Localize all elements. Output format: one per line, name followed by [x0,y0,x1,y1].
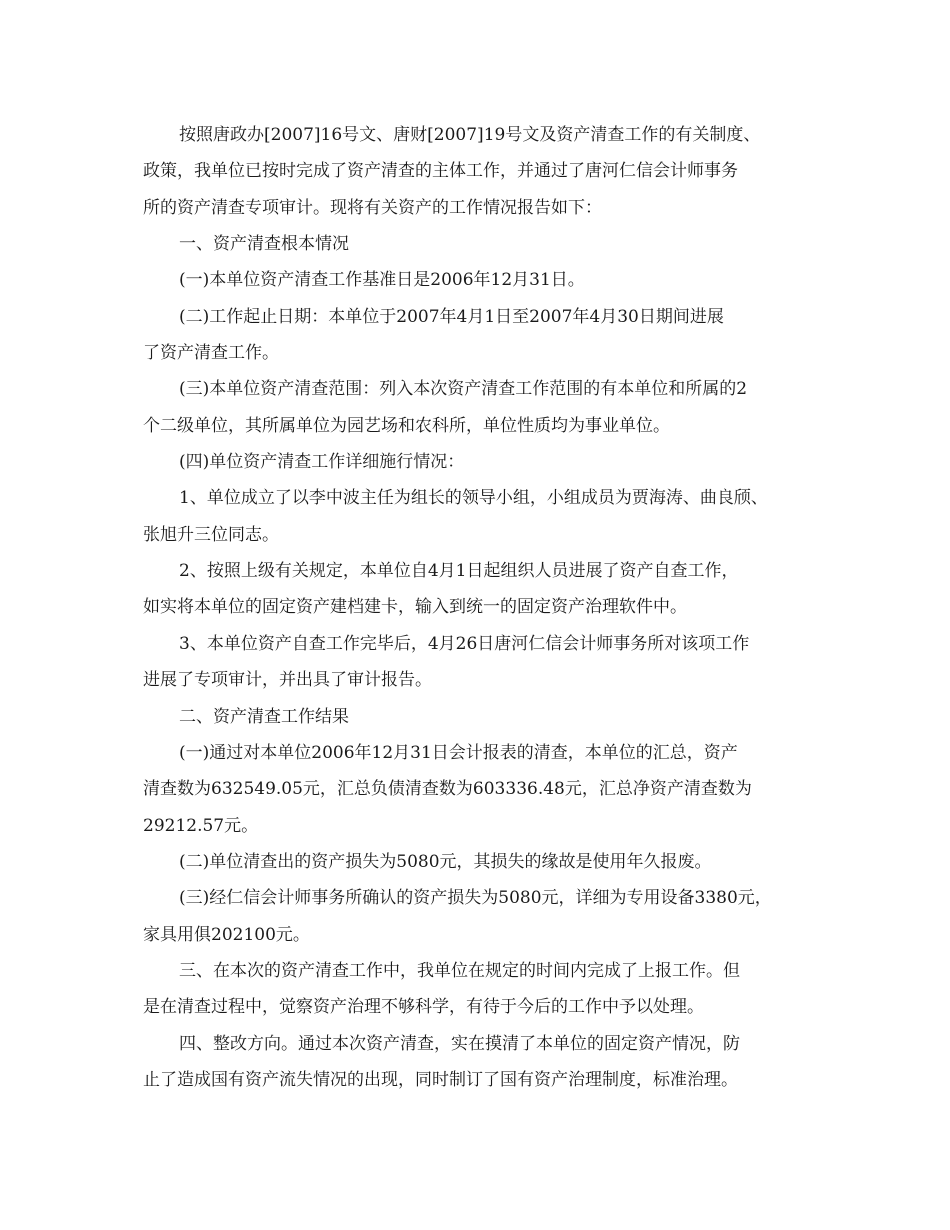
text-line: 张旭升三位同志。 [143,524,279,545]
text-line: (四)单位资产清查工作详细施行情况： [179,452,465,473]
text-line: (三)本单位资产清查范围：列入本次资产清查工作范围的有本单位和所属的2 [179,379,748,400]
text-line: 1、单位成立了以李中波主任为组长的领导小组，小组成员为贾海涛、曲良颀、 [179,488,768,509]
text-line: 29212.57元。 [143,815,259,836]
text-line: (二)单位清查出的资产损失为5080元，其损失的缘故是使用年久报废。 [179,851,712,872]
text-line: 政策，我单位已按时完成了资产清查的主体工作，并通过了唐河仁信会计师事务 [143,161,738,182]
text-line: 按照唐政办[2007]16号文、唐财[2007]19号文及资产清查工作的有关制度、 [179,125,761,145]
section-heading: 四、整改方向。通过本次资产清查，实在摸清了本单位的固定资产情况，防 [179,1033,740,1054]
text-line: 清查数为632549.05元，汇总负债清查数为603336.48元，汇总净资产清查数为 [143,779,752,800]
text-line: 进展了专项审计，并出具了审计报告。 [143,670,432,691]
document-body [143,117,823,1098]
section-heading: 一、资产清查根本情况 [179,234,349,255]
section-heading: 三、在本次的资产清查工作中，我单位在规定的时间内完成了上报工作。但 [179,960,740,981]
text-line: 3、本单位资产自查工作完毕后，4月26日唐河仁信会计师事务所对该项工作 [179,633,750,654]
text-line: 家具用俱202100元。 [143,924,310,945]
text-line: (一)本单位资产清查工作基准日是2006年12月31日。 [179,270,585,291]
text-line: 是在清查过程中，觉察资产治理不够科学，有待于今后的工作中予以处理。 [143,997,704,1018]
text-line: 止了造成国有资产流失情况的出现，同时制订了国有资产治理制度，标准治理。 [143,1069,738,1090]
text-line: (二)工作起止日期：本单位于2007年4月1日至2007年4月30日期间进展 [179,306,724,327]
text-line: 个二级单位，其所属单位为园艺场和农科所，单位性质均为事业单位。 [143,415,670,436]
text-line: 所的资产清查专项审计。现将有关资产的工作情况报告如下： [143,197,602,218]
text-line: (三)经仁信会计师事务所确认的资产损失为5080元，详细为专用设备3380元， [179,888,772,909]
section-heading: 二、资产清查工作结果 [179,706,349,727]
text-line: (一)通过对本单位2006年12月31日会计报表的清查，本单位的汇总，资产 [179,742,738,763]
text-line: 了资产清查工作。 [143,343,279,364]
text-line: 如实将本单位的固定资产建档建卡，输入到统一的固定资产治理软件中。 [143,597,687,618]
text-line: 2、按照上级有关规定，本单位自4月1日起组织人员进展了资产自查工作， [179,561,739,582]
